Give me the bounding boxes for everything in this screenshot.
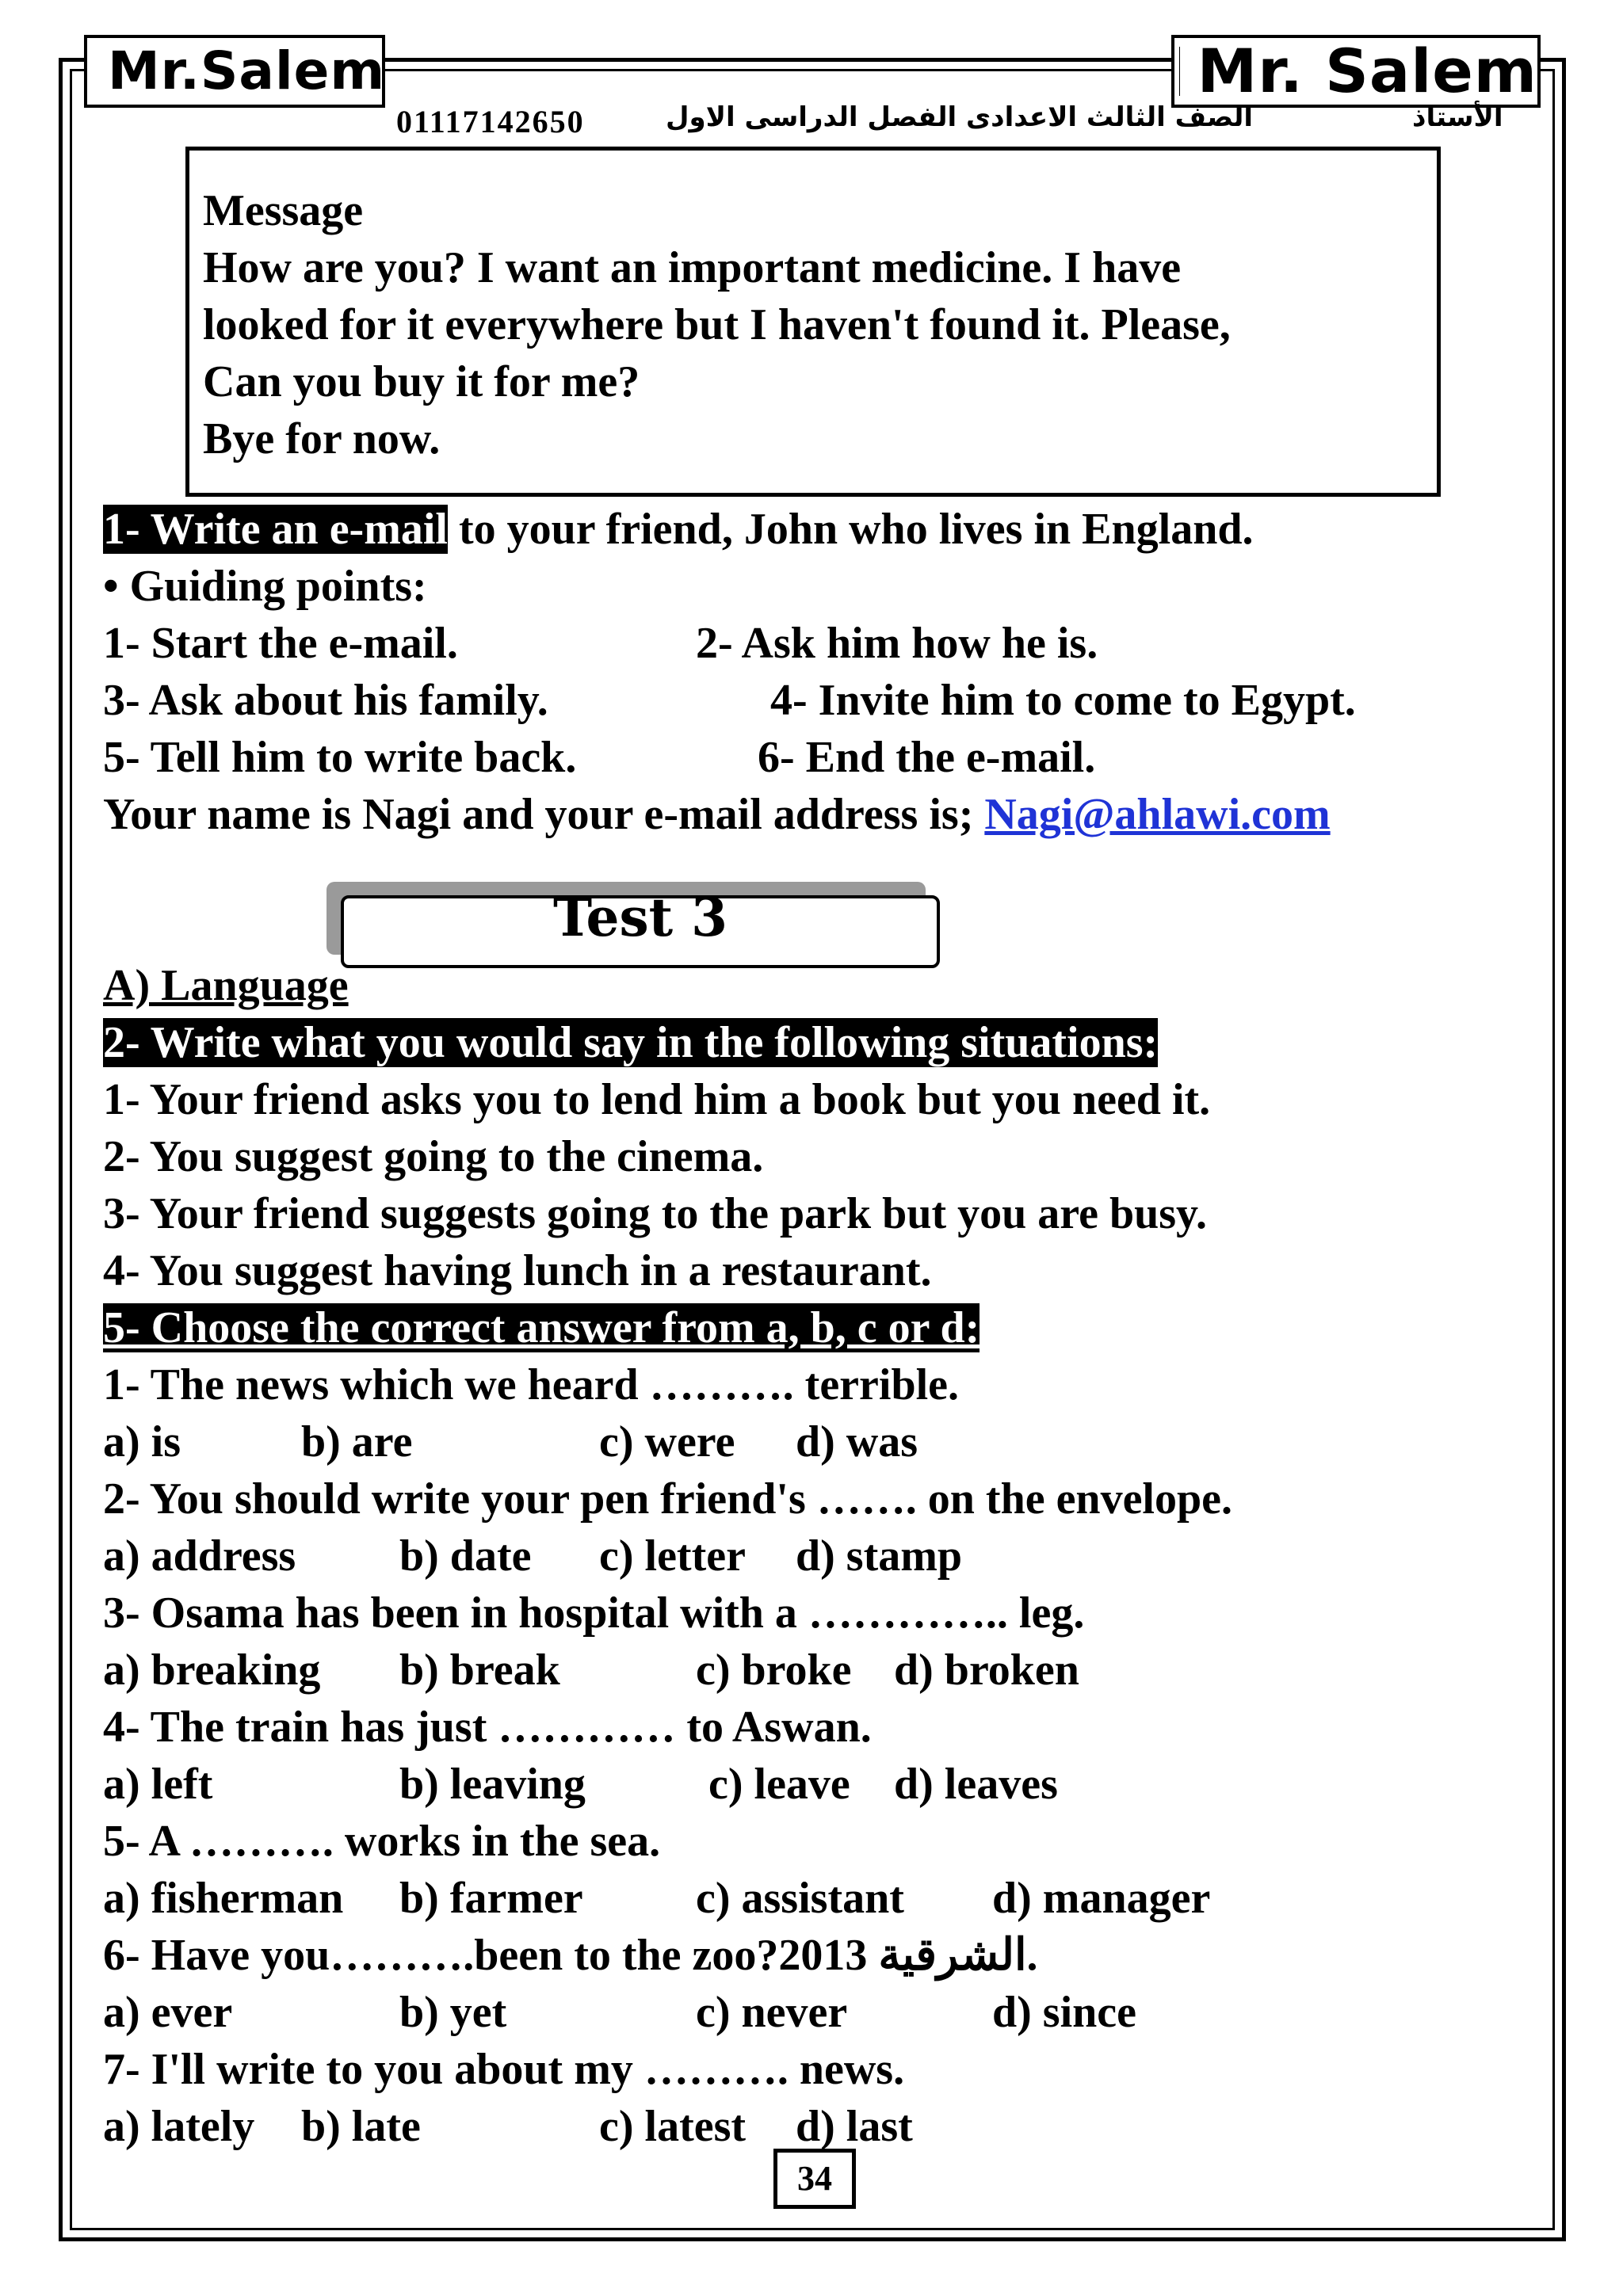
logo-left-text: Mr.Salem [108, 40, 386, 101]
situations-title-highlight: 2- Write what you would say in the following situations: [103, 1018, 1159, 1067]
option: a) left [103, 1760, 213, 1809]
email-task-title-rest: to your friend, John who lives in England. [447, 505, 1254, 554]
situation-item: 3- Your friend suggests going to the park but you are busy. [103, 1189, 1207, 1238]
logo-right [1171, 35, 1541, 108]
message-line: Can you buy it for me? [203, 357, 640, 406]
option: a) address [103, 1531, 296, 1581]
situation-item: 4- You suggest having lunch in a restaurant. [103, 1246, 932, 1295]
situation-item: 1- Your friend asks you to lend him a book but you need it. [103, 1075, 1211, 1124]
question: 5- A ………. works in the sea. [103, 1817, 661, 1866]
logo-right-text: Mr. Salem [1197, 36, 1537, 106]
question: 6- Have you……….been to the zoo?2013 الشرقية. [103, 1931, 1038, 1980]
option: b) farmer [399, 1874, 583, 1923]
email-name-text: Your name is Nagi and your e-mail address is; [103, 790, 985, 839]
message-line: looked for it everywhere but I haven't found it. Please, [203, 300, 1231, 349]
guiding-point: 6- End the e-mail. [758, 733, 1096, 782]
question: 4- The train has just ………… to Aswan. [103, 1703, 872, 1752]
email-name-line [103, 786, 1331, 843]
page-number: 34 [773, 2149, 856, 2209]
option: b) are [301, 1417, 413, 1466]
test-title: Test 3 [552, 887, 728, 948]
question: 1- The news which we heard ………. terrible. [103, 1360, 959, 1409]
option: c) broke [696, 1646, 852, 1695]
option: d) was [796, 1417, 918, 1466]
option: a) breaking [103, 1646, 321, 1695]
header-phone: 01117142650 [396, 104, 585, 139]
option: c) never [696, 1988, 848, 2037]
email-task-title-highlight: 1- Write an e-mail [103, 505, 448, 554]
email-task-title [103, 501, 1254, 558]
message-line: How are you? I want an important medicine. I have [203, 243, 1182, 292]
choose-title-highlight: 5- Choose the correct answer from a, b, c or d: [103, 1303, 980, 1352]
option: a) ever [103, 1988, 233, 2037]
section-a-heading: A) Language [103, 961, 349, 1010]
question: 3- Osama has been in hospital with a ………….. leg. [103, 1589, 1085, 1638]
option: b) date [399, 1531, 532, 1581]
option: b) late [301, 2102, 421, 2151]
guiding-point: 4- Invite him to come to Egypt. [770, 676, 1356, 725]
option: d) last [796, 2102, 913, 2151]
guiding-point: 1- Start the e-mail. [103, 619, 458, 668]
option: b) yet [399, 1988, 507, 2037]
option: d) since [992, 1988, 1136, 2037]
logo-bar [1179, 47, 1180, 96]
choose-title [103, 1299, 980, 1356]
guiding-point: 2- Ask him how he is. [696, 619, 1098, 668]
header-teacher-label: الأستاذ [1412, 101, 1503, 133]
option: d) manager [992, 1874, 1211, 1923]
option: d) broken [894, 1646, 1079, 1695]
message-line: Bye for now. [203, 414, 441, 463]
option: b) leaving [399, 1760, 586, 1809]
question: 7- I'll write to you about my ………. news. [103, 2045, 905, 2094]
option: a) is [103, 1417, 181, 1466]
message-line: Message [203, 186, 364, 235]
question: 2- You should write your pen friend's ……. on the envelope. [103, 1474, 1232, 1524]
option: c) assistant [696, 1874, 904, 1923]
situations-title [103, 1014, 1158, 1071]
option: d) leaves [894, 1760, 1058, 1809]
guiding-points-label: • Guiding points: [103, 562, 427, 611]
option: b) break [399, 1646, 560, 1695]
option: d) stamp [796, 1531, 963, 1581]
guiding-point: 3- Ask about his family. [103, 676, 548, 725]
option: a) lately [103, 2102, 255, 2151]
situation-item: 2- You suggest going to the cinema. [103, 1132, 764, 1181]
option: a) fisherman [103, 1874, 344, 1923]
option: c) letter [599, 1531, 746, 1581]
email-address-link[interactable]: Nagi@ahlawi.com [984, 790, 1331, 839]
guiding-point: 5- Tell him to write back. [103, 733, 577, 782]
option: c) leave [708, 1760, 850, 1809]
option: c) were [599, 1417, 735, 1466]
logo-left [84, 35, 385, 108]
option: c) latest [599, 2102, 747, 2151]
header-class-info: الصف الثالث الاعدادى الفصل الدراسى الاول [666, 101, 1253, 133]
